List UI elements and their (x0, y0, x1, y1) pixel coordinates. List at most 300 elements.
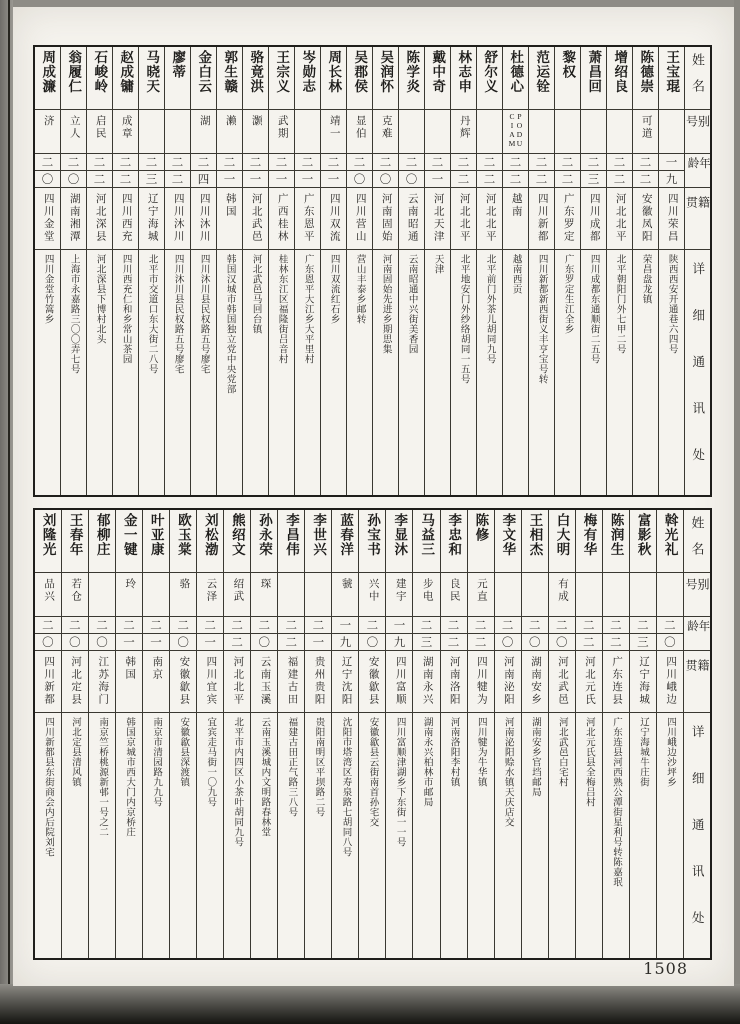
entry-column (268, 47, 294, 495)
entry-age (441, 616, 467, 650)
entry-address: 安徽歙县云街南首孙宅交 (367, 717, 378, 827)
entry-age-digit-2: 一 (295, 170, 320, 187)
entry-age-digit-2: 一 (217, 170, 242, 187)
entry-age (413, 616, 439, 650)
scan-edge-right (734, 0, 740, 1024)
entry-age-digit-1: 二 (204, 620, 216, 632)
entry-age (243, 153, 268, 187)
entry-age-digit-1: 二 (96, 620, 108, 632)
entry-age-digit-1: 二 (405, 157, 418, 169)
entry-age-digit-2: 〇 (35, 170, 60, 187)
entry-age-digit-1: 二 (327, 157, 340, 169)
entry-age (224, 616, 250, 650)
entry-alias: 可道 (640, 115, 652, 140)
entry-age-digit-1: 二 (610, 620, 622, 632)
entry-name: 赵成镛 (118, 50, 134, 94)
entry-age-digit-1: 二 (483, 157, 496, 169)
entry-native: 四川峨边 (665, 656, 677, 706)
entry-name: 孙永荣 (256, 513, 272, 557)
entry-name: 梅有华 (581, 513, 597, 557)
entry-alias: 濑 (224, 115, 236, 128)
scan-fold-line (8, 0, 10, 1024)
entry-column (88, 510, 115, 958)
entry-age (321, 153, 346, 187)
entry-alias: PODU CIAM (507, 112, 524, 148)
entry-native: 广东恩平 (302, 193, 314, 243)
entry-name: 王宗义 (274, 50, 290, 94)
entry-name: 刘松渤 (202, 513, 218, 557)
entry-address: 四川新都新西街义丰亨宝号转 (536, 254, 547, 384)
entry-name: 刘隆光 (40, 513, 56, 557)
entry-address: 四川成都东通顺街二五号 (588, 254, 599, 364)
entry-address: 四川犍为牛华镇 (475, 717, 486, 787)
entry-address: 韩国汉城市韩国独立党中央党部 (224, 254, 235, 394)
entry-age (89, 616, 115, 650)
entry-column (412, 510, 439, 958)
header-name: 姓名 (689, 516, 705, 568)
entry-native: 河北北平 (614, 193, 626, 243)
entry-address: 广东连县河西熟公潭街星利号转陈嘉珉 (610, 717, 621, 887)
entry-age-digit-2: 九 (386, 633, 412, 650)
page-number: 1508 (643, 959, 688, 978)
entry-address: 南京市清园路九九号 (151, 717, 162, 807)
entry-alias: 云泽 (205, 578, 217, 603)
entry-address: 宜宾走马街一〇九号 (205, 717, 216, 807)
entry-name: 白大明 (554, 513, 570, 557)
entry-age-digit-1: 二 (42, 620, 54, 632)
entry-address: 四川沐川县民权路五号廖宅 (198, 254, 209, 374)
entry-age-digit-1: 二 (119, 157, 132, 169)
entry-age-digit-1: 二 (639, 157, 652, 169)
entry-column (196, 510, 223, 958)
entry-column (385, 510, 412, 958)
entry-column (86, 47, 112, 495)
entry-alias: 品兴 (43, 578, 55, 603)
entry-native: 江苏海门 (97, 656, 109, 706)
entry-age-digit-1: 二 (301, 157, 314, 169)
header-name: 姓名 (690, 53, 705, 105)
entry-age (386, 616, 412, 650)
entry-native: 安徽歙县 (367, 656, 379, 706)
entry-name: 欧玉棠 (175, 513, 191, 557)
entry-column (629, 510, 656, 958)
entry-address: 北平市内四区小茶叶胡同九号 (232, 717, 243, 847)
entry-native: 四川宜宾 (205, 656, 217, 706)
entry-age-digit-1: 二 (457, 157, 470, 169)
entry-column (60, 47, 86, 495)
entry-age (425, 153, 450, 187)
entry-native: 四川沐川 (172, 193, 184, 243)
entry-age-digit-2: 〇 (89, 633, 115, 650)
entry-age-digit-2: 〇 (359, 633, 385, 650)
entry-age-digit-1: 二 (177, 620, 189, 632)
entry-age-digit-2: 一 (116, 633, 142, 650)
entry-age-digit-2: 〇 (62, 633, 88, 650)
entry-address: 云南玉溪城内文明路春林堂 (259, 717, 270, 837)
directory-table-bottom (33, 508, 712, 960)
entry-address: 四川富顺津湖乡下东街一一号 (394, 717, 405, 847)
page-content (33, 45, 712, 971)
entry-age (35, 616, 61, 650)
entry-age-digit-2: 一 (143, 633, 169, 650)
entry-address: 云南昭通中兴街美香园 (406, 254, 417, 354)
entry-age-digit-1: 二 (145, 157, 158, 169)
entry-column (115, 510, 142, 958)
entry-age (373, 153, 398, 187)
entry-address: 河北元氏县全梅吕村 (583, 717, 594, 807)
entry-native: 四川富顺 (394, 656, 406, 706)
entry-native: 广东罗定 (562, 193, 574, 243)
entry-alias: 湖 (198, 115, 210, 128)
entry-column (346, 47, 372, 495)
entry-age-digit-1: 二 (41, 157, 54, 169)
entry-name: 斡光礼 (662, 513, 678, 557)
entry-age (630, 616, 656, 650)
entry-column (424, 47, 450, 495)
entry-age-digit-2: 〇 (61, 170, 86, 187)
entry-column (602, 510, 629, 958)
header-column (683, 510, 710, 958)
entry-address: 湖南永兴柏林市邮局 (421, 717, 432, 807)
entry-native: 河北北平 (232, 656, 244, 706)
entry-age-digit-2: 二 (441, 633, 467, 650)
entry-age-digit-2: 九 (659, 170, 684, 187)
entry-address: 四川峨边沙坪乡 (665, 717, 676, 787)
entry-column (320, 47, 346, 495)
entry-age-digit-2: 二 (529, 170, 554, 187)
entry-age-digit-1: 二 (535, 157, 548, 169)
entry-age-digit-1: 二 (561, 157, 574, 169)
entry-column (656, 510, 683, 958)
entry-age-digit-2: 〇 (170, 633, 196, 650)
entry-address: 贵阳南明区平坝路二号 (313, 717, 324, 817)
entry-address: 安徽歙县深渡镇 (178, 717, 189, 787)
entry-column (138, 47, 164, 495)
entry-age-digit-2: 二 (633, 170, 658, 187)
entry-age (113, 153, 138, 187)
entry-name: 王宝琨 (664, 50, 680, 94)
entry-native: 韩国 (124, 656, 136, 681)
header-alias: 别号 (685, 115, 710, 135)
entry-name: 陈德崇 (638, 50, 654, 94)
entry-column (575, 510, 602, 958)
entry-alias: 绍武 (232, 578, 244, 603)
entry-address: 河北深县下博村北头 (94, 254, 105, 344)
entry-name: 富影秋 (635, 513, 651, 557)
entry-column (554, 47, 580, 495)
entry-age-digit-1: 二 (285, 620, 298, 632)
entry-age-digit-2: 一 (243, 170, 268, 187)
entry-alias: 灏 (250, 115, 262, 128)
entry-address: 四川沐川县民权路五号廖宅 (172, 254, 183, 374)
header-address: 详细通讯处 (690, 725, 705, 958)
entry-age-digit-2: 二 (477, 170, 502, 187)
entry-native: 四川营山 (354, 193, 366, 243)
entry-native: 广东连县 (611, 656, 623, 706)
entry-column (358, 510, 385, 958)
entry-age (191, 153, 216, 187)
entry-alias: 建宇 (394, 578, 406, 603)
entry-age-digit-1: 二 (509, 157, 522, 169)
entry-column (35, 47, 60, 495)
entry-native: 南京 (151, 656, 163, 681)
entry-alias: 武期 (276, 115, 288, 140)
entry-age-digit-2: 〇 (522, 633, 548, 650)
entry-address: 南京竺桥桃源新邨一号之二 (97, 717, 108, 837)
entry-native: 安徽凤阳 (640, 193, 652, 243)
entry-alias: 立人 (68, 115, 80, 140)
entry-native: 河南泌阳 (502, 656, 514, 706)
entry-name: 陈学炎 (404, 50, 420, 94)
entry-age-digit-2: 〇 (347, 170, 372, 187)
entry-age (576, 616, 602, 650)
entry-address: 广东恩平大江乡大平里村 (302, 254, 313, 364)
header-native: 籍贯 (685, 196, 710, 226)
entry-age-digit-1: 二 (275, 157, 288, 169)
entry-column (494, 510, 521, 958)
entry-age (657, 616, 683, 650)
header-age: 年龄 (686, 157, 710, 175)
entry-native: 辽宁沈阳 (340, 656, 352, 706)
entry-column (35, 510, 61, 958)
entry-age-digit-1: 二 (379, 157, 392, 169)
entry-address: 河北武邑马回台镇 (250, 254, 261, 334)
entry-column (142, 510, 169, 958)
entry-native: 河北深县 (94, 193, 106, 243)
entry-native: 四川沐川 (198, 193, 210, 243)
entry-name: 李忠和 (446, 513, 462, 557)
entry-native: 辽宁海城 (638, 656, 650, 706)
entry-age (555, 153, 580, 187)
entry-age-digit-1: 二 (171, 157, 184, 169)
entry-address: 河北武邑白宅村 (556, 717, 567, 787)
entry-column (277, 510, 304, 958)
entry-age (143, 616, 169, 650)
entry-column (250, 510, 277, 958)
entry-column (548, 510, 575, 958)
entry-column (398, 47, 424, 495)
entry-name: 吴润怀 (378, 50, 394, 94)
entry-age (305, 616, 331, 650)
entry-alias: 若仓 (70, 578, 82, 603)
entry-native: 云南玉溪 (259, 656, 271, 706)
scan-edge-top (0, 0, 740, 7)
entry-age (165, 153, 190, 187)
entry-name: 孙宝书 (365, 513, 381, 557)
entry-native: 四川金堂 (42, 193, 54, 243)
entry-age-digit-1: 二 (93, 157, 106, 169)
entry-address: 福建古田正气路三八号 (286, 717, 297, 817)
entry-age-digit-1: 二 (231, 620, 243, 632)
entry-age-digit-1: 二 (67, 157, 80, 169)
entry-name: 周成濂 (40, 50, 56, 94)
entry-address: 四川双流红石乡 (328, 254, 339, 324)
entry-native: 河北天津 (432, 193, 444, 243)
entry-age (607, 153, 632, 187)
header-address: 详细通讯处 (690, 262, 705, 495)
entry-age-digit-1: 二 (587, 157, 600, 169)
entry-address: 桂林东江区福隆街吕音村 (276, 254, 287, 364)
entry-address: 天津 (432, 254, 443, 274)
entry-native: 广西桂林 (276, 193, 288, 243)
entry-age (87, 153, 112, 187)
entry-column (528, 47, 554, 495)
entry-alias: 济 (42, 115, 54, 128)
entry-age (35, 153, 60, 187)
entry-name: 蓝春洋 (338, 513, 354, 557)
entry-age-digit-2: 三 (413, 633, 439, 650)
entry-age-digit-1: 二 (223, 157, 236, 169)
entry-age (332, 616, 358, 650)
entry-age (468, 616, 494, 650)
entry-age-digit-2: 〇 (35, 633, 61, 650)
entry-age-digit-2: 三 (581, 170, 606, 187)
entry-name: 翁履仁 (66, 50, 82, 94)
entry-alias: 虢 (340, 578, 352, 591)
entry-alias: 骆 (178, 578, 190, 591)
entry-native: 越南 (510, 193, 522, 218)
entry-column (606, 47, 632, 495)
entry-native: 四川成都 (588, 193, 600, 243)
entry-native: 四川犍为 (475, 656, 487, 706)
entry-alias: 琛 (259, 578, 271, 591)
entry-age (529, 153, 554, 187)
entry-age-digit-2: 一 (269, 170, 294, 187)
entry-age-digit-2: 〇 (373, 170, 398, 187)
entry-age (347, 153, 372, 187)
entry-address: 河北定县清风镇 (70, 717, 81, 787)
entry-address: 营山丰泰乡邮转 (354, 254, 365, 324)
entry-name: 林志申 (456, 50, 472, 94)
entry-native: 湖南湘潭 (68, 193, 80, 243)
entry-age (549, 616, 575, 650)
entry-age-digit-2: 一 (425, 170, 450, 187)
entry-age-digit-1: 一 (665, 157, 678, 169)
entry-native: 四川新都 (536, 193, 548, 243)
entry-age-digit-1: 二 (197, 157, 210, 169)
entry-native: 河北北平 (484, 193, 496, 243)
entry-column (440, 510, 467, 958)
entry-address: 湖南安乡官垱邮局 (529, 717, 540, 797)
scan-edge-bottom (0, 984, 740, 1024)
entry-age-digit-2: 〇 (399, 170, 424, 187)
header-age: 年龄 (685, 620, 710, 638)
entry-address: 辽宁海城牛庄街 (638, 717, 648, 787)
entry-column (580, 47, 606, 495)
entry-native: 河北定县 (70, 656, 82, 706)
entry-age-digit-1: 二 (501, 620, 514, 632)
entry-address: 北平朝阳门外七甲二号 (614, 254, 625, 354)
entry-age-digit-2: 〇 (549, 633, 575, 650)
entry-age-digit-1: 二 (123, 620, 135, 632)
entry-name: 黎权 (560, 50, 576, 79)
entry-age-digit-2: 三 (630, 633, 656, 650)
entry-address: 北平前门外茶儿胡同九号 (484, 254, 495, 364)
entry-age-digit-2: 〇 (657, 633, 683, 650)
entry-age (116, 616, 142, 650)
entry-age-digit-1: 二 (447, 620, 460, 632)
entry-age (217, 153, 242, 187)
entry-age-digit-1: 二 (555, 620, 568, 632)
entry-age-digit-2: 〇 (251, 633, 277, 650)
entry-address: 上海市永嘉路三〇〇弄七号 (68, 254, 79, 374)
entry-name: 陈修 (473, 513, 489, 542)
entry-name: 马益三 (419, 513, 435, 557)
entry-name: 李世兴 (311, 513, 327, 557)
entry-name: 范运铨 (534, 50, 550, 94)
entry-column (331, 510, 358, 958)
entry-age-digit-2: 二 (555, 170, 580, 187)
entry-age-digit-2: 二 (87, 170, 112, 187)
entry-age (451, 153, 476, 187)
entry-age (522, 616, 548, 650)
entry-age (62, 616, 88, 650)
entry-name: 戴中奇 (430, 50, 446, 94)
entry-name: 熊绍文 (229, 513, 245, 557)
entry-age (399, 153, 424, 187)
entry-address: 北平市交道口东大街二八号 (146, 254, 157, 374)
entry-age-digit-1: 二 (583, 620, 595, 632)
entry-native: 河北武邑 (250, 193, 262, 243)
entry-age (170, 616, 196, 650)
entry-column (632, 47, 658, 495)
entry-age-digit-2: 一 (321, 170, 346, 187)
entry-age-digit-1: 二 (431, 157, 444, 169)
entry-age (139, 153, 164, 187)
entry-age (659, 153, 684, 187)
entry-alias: 成章 (120, 115, 132, 140)
entry-name: 舒尔义 (482, 50, 498, 94)
entry-alias: 有成 (556, 578, 568, 603)
entry-native: 河北北平 (458, 193, 470, 243)
entry-age-digit-1: 二 (366, 620, 379, 632)
entry-age-digit-1: 二 (474, 620, 487, 632)
entry-column (112, 47, 138, 495)
entry-age-digit-2: 二 (113, 170, 138, 187)
entry-name: 金白云 (196, 50, 212, 94)
entry-name: 萧昌回 (586, 50, 602, 94)
entry-native: 河南洛阳 (448, 656, 460, 706)
entry-name: 李文华 (500, 513, 516, 557)
entry-address: 韩国京城市西大门内京桥庄 (124, 717, 135, 837)
entry-age-digit-2: 一 (197, 633, 223, 650)
entry-column (521, 510, 548, 958)
entry-age-digit-1: 二 (249, 157, 262, 169)
entry-age-digit-2: 二 (503, 170, 528, 187)
entry-column (372, 47, 398, 495)
entry-address: 北平地安门外纱络胡同一五号 (458, 254, 469, 384)
entry-age (633, 153, 658, 187)
header-native: 籍贯 (683, 659, 710, 689)
entry-name: 李昌伟 (284, 513, 300, 557)
entry-name: 王相杰 (527, 513, 543, 557)
entry-native: 四川双流 (328, 193, 340, 243)
entry-age (477, 153, 502, 187)
entry-alias: 启民 (94, 115, 106, 140)
entry-age-digit-2: 二 (165, 170, 190, 187)
entry-address: 河南固始先进乡期思集 (380, 254, 391, 354)
entry-age-digit-2: 二 (603, 633, 629, 650)
entry-column (476, 47, 502, 495)
entry-native: 湖南安乡 (529, 656, 541, 706)
scan-edge-left (0, 0, 13, 1024)
entry-age-digit-1: 二 (69, 620, 81, 632)
entry-age (603, 616, 629, 650)
entry-address: 河南泌阳赊水镇天庆店交 (502, 717, 513, 827)
entry-address: 四川金堂竹篙乡 (42, 254, 53, 324)
entry-age-digit-2: 〇 (495, 633, 521, 650)
entry-column (502, 47, 528, 495)
